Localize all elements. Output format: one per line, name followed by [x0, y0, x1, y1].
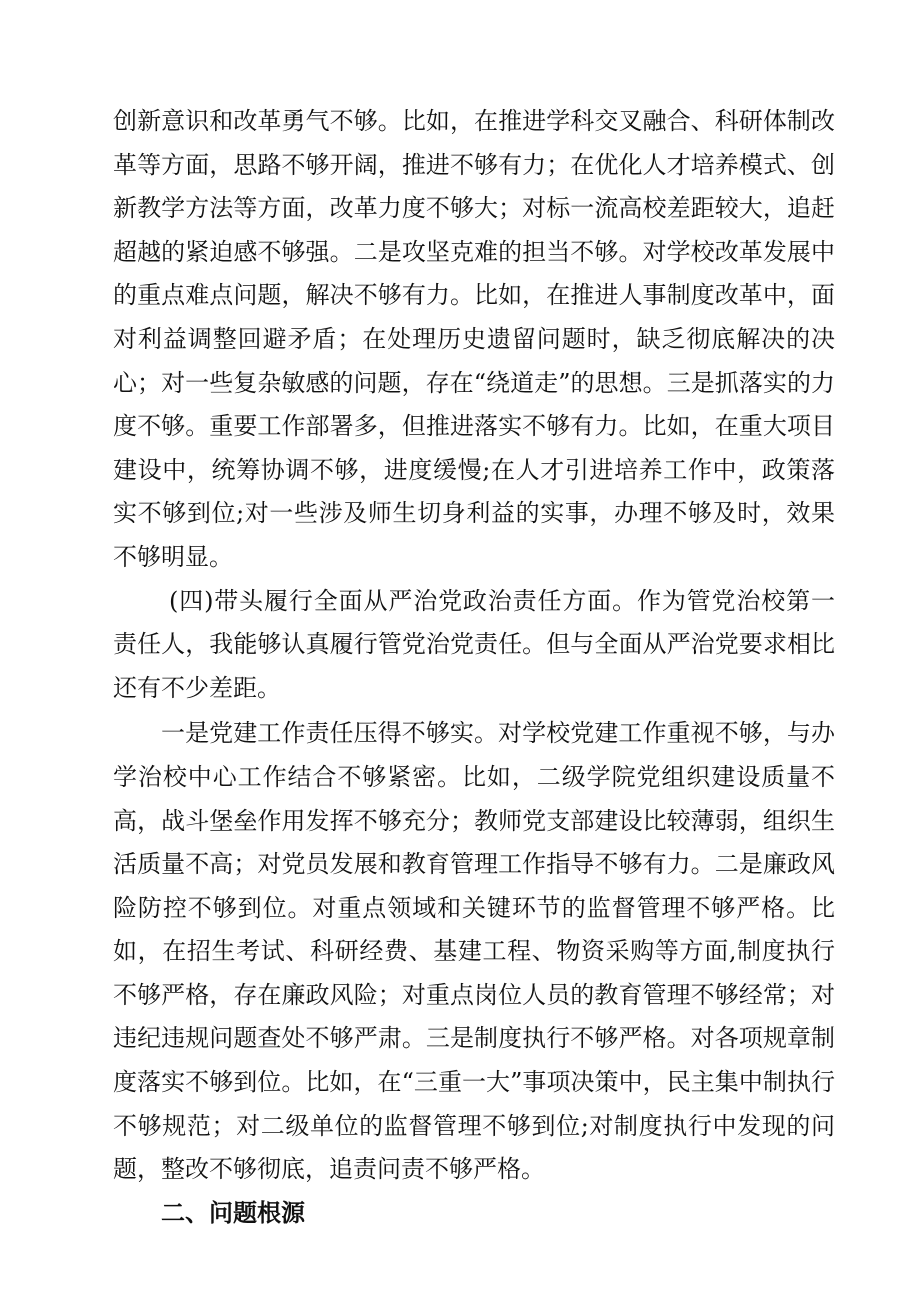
section-heading-problem-roots: 二、问题根源	[161, 1198, 305, 1227]
document-body	[113, 100, 835, 1235]
paragraph-reform-shortcomings: 创新意识和改革勇气不够。比如，在推进学科交叉融合、科研体制改革等方面，思路不够开阔，推进不够有力；在优化人才培养模式、创新教学方法等方面，改革力度不够大；对标一流高校差距较大，追赶超越的紧迫感不够强。二是攻坚克难的担当不够。对学校改革发展中的重点难点问题，解决不够有力。比如，在推进人事制度改革中，面对利益调整回避矛盾；在处理历史遗留问题时，缺乏彻底解决的决心；对一些复杂敏感的问题，存在“绕道走”的思想。三是抓落实的力度不够。重要工作部署多，但推进落实不够有力。比如，在重大项目建设中，统筹协调不够，进度缓慢;在人才引进培养工作中，政策落实不够到位;对一些涉及师生切身利益的实事，办理不够及时，效果不够明显。	[113, 107, 835, 571]
paragraph-party-building-issues: 一是党建工作责任压得不够实。对学校党建工作重视不够，与办学治校中心工作结合不够紧密。比如，二级学院党组织建设质量不高，战斗堡垒作用发挥不够充分；教师党支部建设比较薄弱，组织生活质量不高；对党员发展和教育管理工作指导不够有力。二是廉政风险防控不够到位。对重点领域和关键环节的监督管理不够严格。比如，在招生考试、科研经费、基建工程、物资采购等方面,制度执行不够严格，存在廉政风险；对重点岗位人员的教育管理不够经常；对违纪违规问题查处不够严肃。三是制度执行不够严格。对各项规章制度落实不够到位。比如，在“三重一大”事项决策中，民主集中制执行不够规范；对二级单位的监督管理不够到位;对制度执行中发现的问题，整改不够彻底，追责问责不够严格。	[113, 719, 835, 1184]
paragraph-party-governance-responsibility: (四)带头履行全面从严治党政治责任方面。作为管党治校第一责任人，我能够认真履行管党治党责任。但与全面从严治党要求相比还有不少差距。	[113, 586, 835, 702]
